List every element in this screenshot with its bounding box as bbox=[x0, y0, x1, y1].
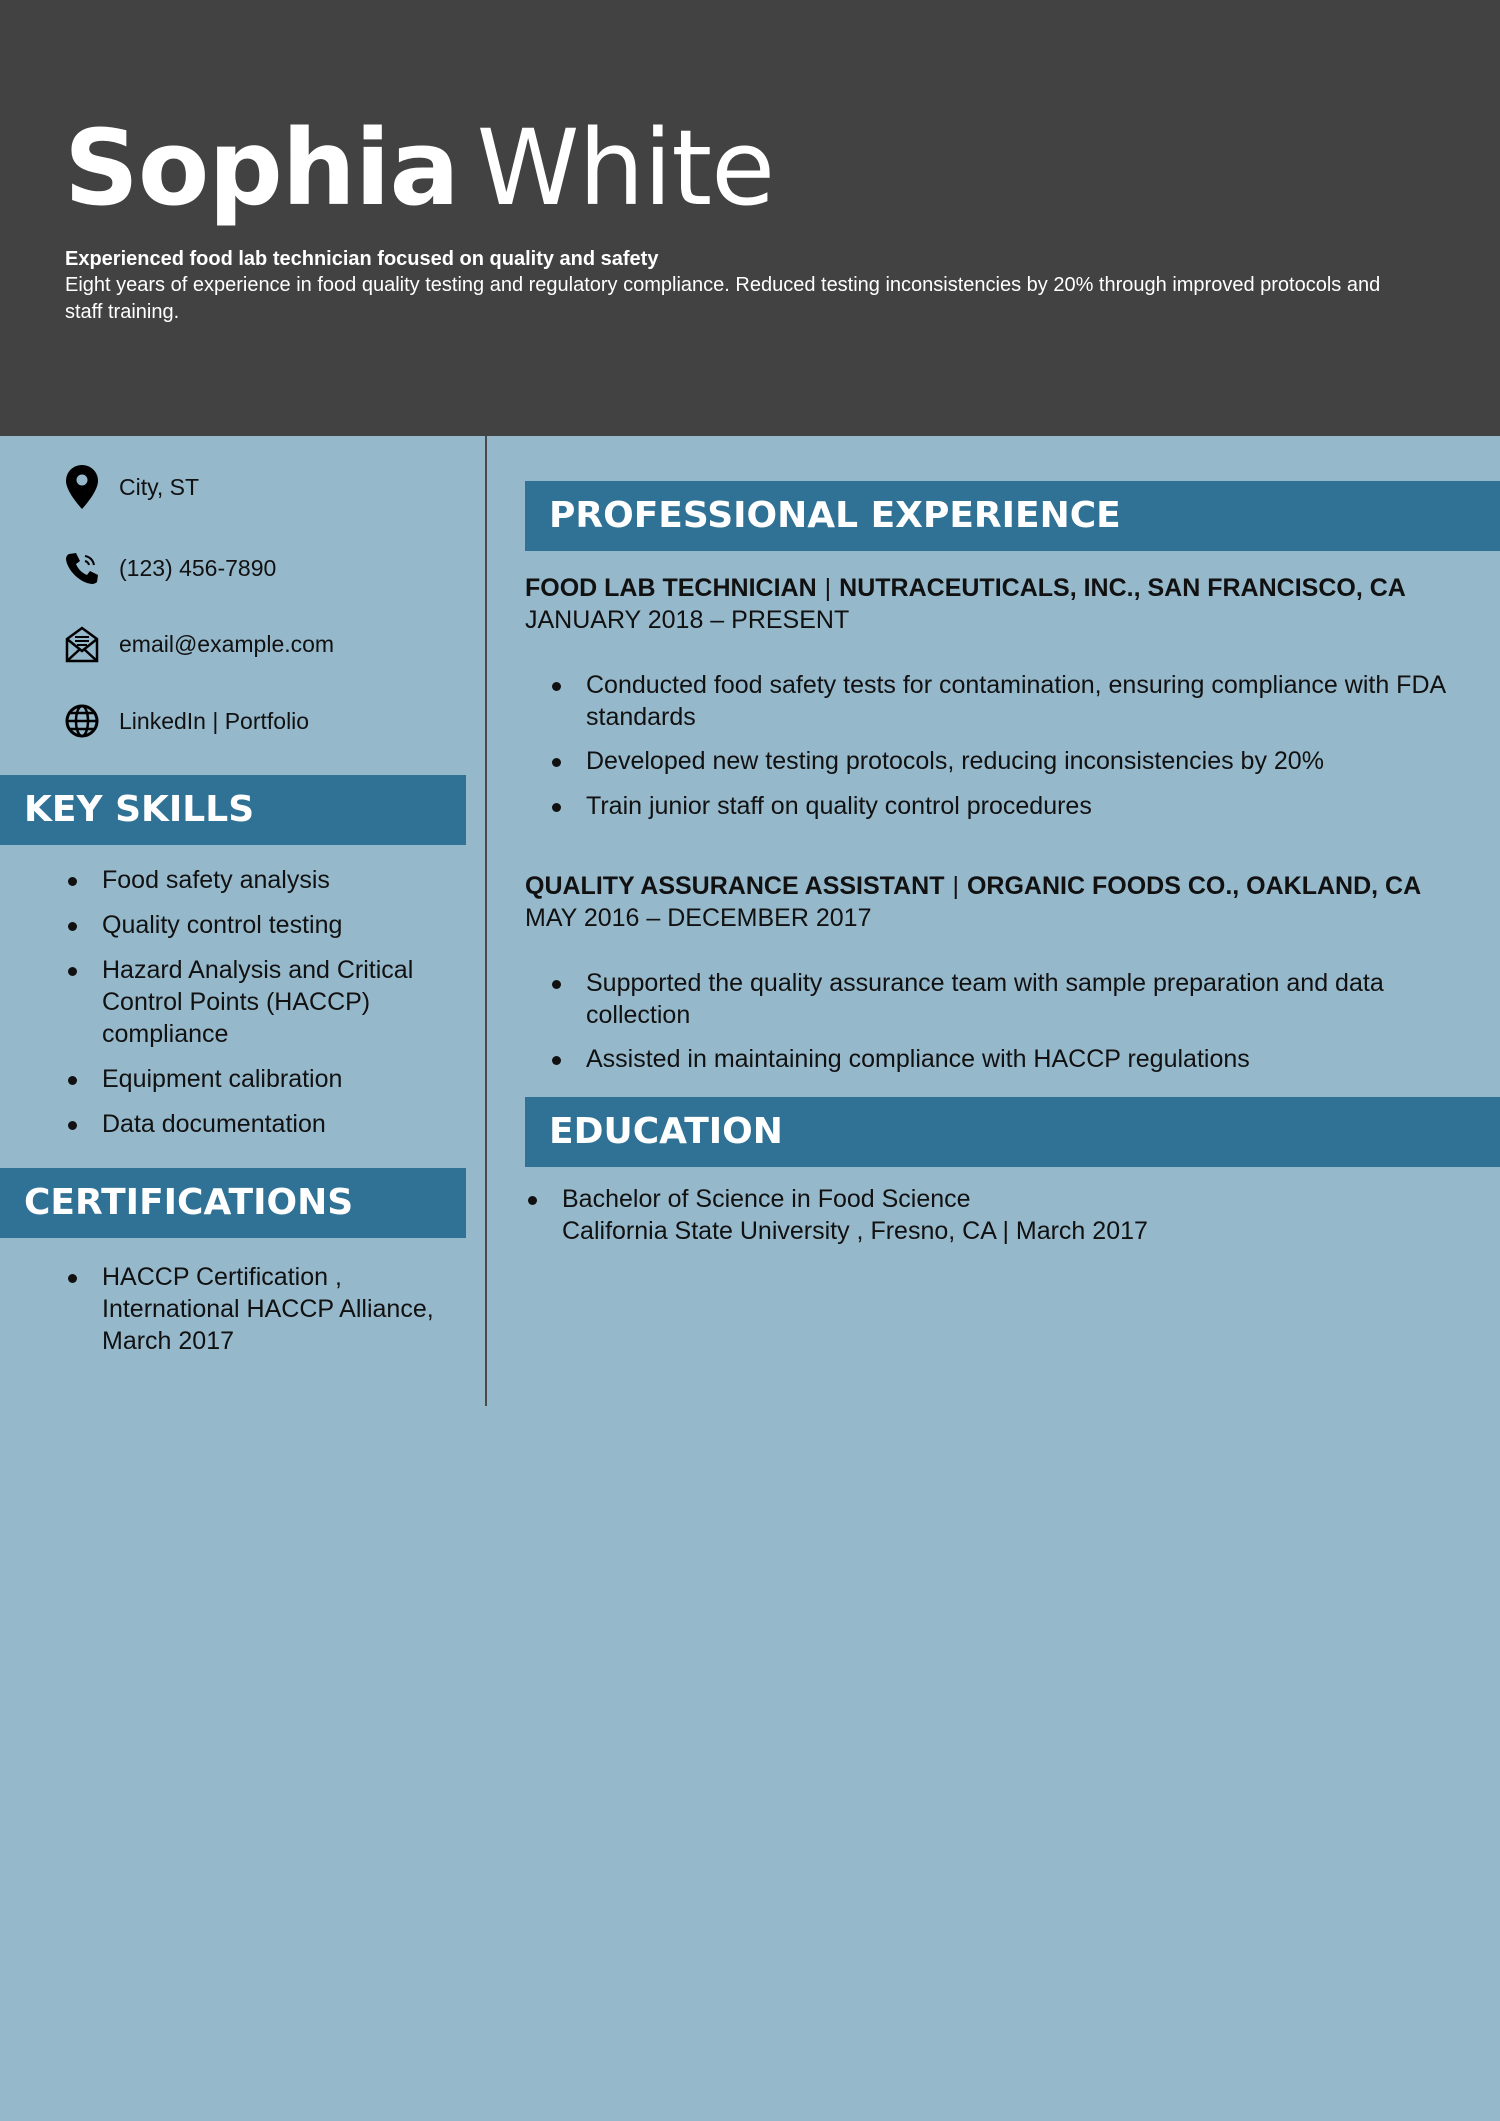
certifications-list bbox=[64, 1261, 464, 1357]
list-item: Food safety analysis bbox=[64, 864, 464, 896]
envelope-icon bbox=[64, 622, 100, 666]
contact-location bbox=[64, 462, 199, 512]
job-company: ORGANIC FOODS CO., OAKLAND, CA bbox=[966, 872, 1422, 900]
list-item bbox=[524, 1183, 1474, 1247]
contact-links bbox=[64, 696, 309, 746]
job-title: FOOD LAB TECHNICIAN bbox=[525, 574, 817, 602]
contact-phone bbox=[64, 543, 276, 593]
list-item: Assisted in maintaining compliance with HACCP regulations bbox=[548, 1043, 1448, 1075]
list-item: Hazard Analysis and Critical Control Points (HACCP) compliance bbox=[64, 954, 464, 1050]
key-skills-heading: KEY SKILLS bbox=[0, 775, 466, 845]
job-bullets bbox=[548, 967, 1448, 1075]
list-item: HACCP Certification , International HACCP Alliance, March 2017 bbox=[64, 1261, 464, 1357]
tagline: Experienced food lab technician focused on quality and safety bbox=[65, 248, 659, 270]
education-heading: EDUCATION bbox=[525, 1097, 1500, 1167]
map-pin-icon bbox=[64, 465, 100, 509]
phone-text: (123) 456-7890 bbox=[119, 554, 277, 581]
skills-list bbox=[64, 864, 464, 1140]
school-details: California State University , Fresno, CA | March 2017 bbox=[562, 1217, 1148, 1245]
certifications-heading: CERTIFICATIONS bbox=[0, 1168, 466, 1238]
contact-email bbox=[64, 619, 334, 669]
email-link[interactable]: email@example.com bbox=[119, 630, 335, 657]
job-bullets bbox=[548, 669, 1448, 822]
last-name: White bbox=[476, 107, 775, 229]
column-divider bbox=[485, 436, 487, 1406]
job-dates: JANUARY 2018 – PRESENT bbox=[525, 606, 850, 634]
globe-icon bbox=[64, 699, 100, 743]
list-item: Train junior staff on quality control procedures bbox=[548, 790, 1448, 822]
phone-icon bbox=[64, 546, 100, 590]
job-title-line bbox=[525, 870, 1421, 902]
job-title: QUALITY ASSURANCE ASSISTANT bbox=[525, 872, 945, 900]
experience-heading: PROFESSIONAL EXPERIENCE bbox=[525, 481, 1500, 551]
summary: Eight years of experience in food quality testing and regulatory compliance. Reduced testing inconsistencies by 20% through improved protocols and staff training. bbox=[65, 274, 1381, 323]
job-dates: MAY 2016 – DECEMBER 2017 bbox=[525, 904, 872, 932]
job-company: NUTRACEUTICALS, INC., SAN FRANCISCO, CA bbox=[839, 574, 1406, 602]
list-item: Conducted food safety tests for contamination, ensuring compliance with FDA standards bbox=[548, 669, 1448, 733]
header bbox=[0, 0, 1500, 436]
title-separator: | bbox=[952, 872, 959, 900]
education-list bbox=[524, 1183, 1474, 1247]
title-separator: | bbox=[824, 574, 832, 602]
degree: Bachelor of Science in Food Science bbox=[562, 1185, 971, 1213]
job-title-line bbox=[525, 572, 1406, 604]
candidate-name bbox=[64, 108, 774, 228]
first-name: Sophia bbox=[64, 107, 459, 229]
location-text: City, ST bbox=[119, 473, 200, 500]
list-item: Quality control testing bbox=[64, 909, 464, 941]
list-item: Equipment calibration bbox=[64, 1063, 464, 1095]
list-item: Supported the quality assurance team with sample preparation and data collection bbox=[548, 967, 1448, 1031]
profile-links[interactable]: LinkedIn | Portfolio bbox=[119, 707, 310, 734]
list-item: Data documentation bbox=[64, 1108, 464, 1140]
list-item: Developed new testing protocols, reducing inconsistencies by 20% bbox=[548, 745, 1448, 777]
